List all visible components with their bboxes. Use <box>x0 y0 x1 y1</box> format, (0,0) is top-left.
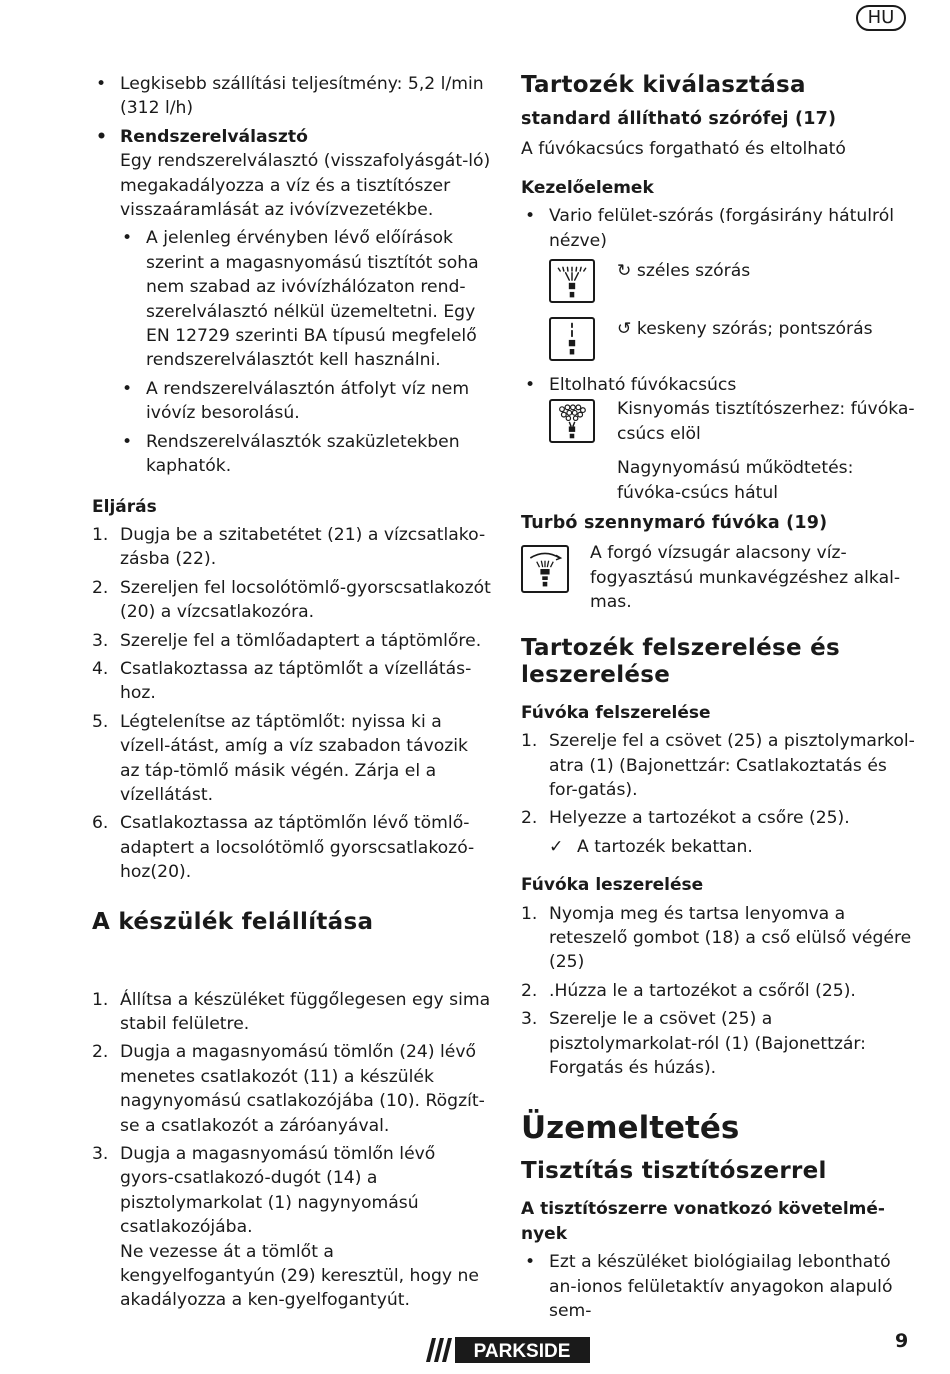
low-pressure-text: Kisnyomás tisztítószerhez: fúvóka-csúcs elöl <box>617 399 915 444</box>
remove-list <box>521 902 916 1081</box>
requirements-bullet: • Ezt a készüléket biológiailag lebontható an-ionos felületaktív anyagokon alapuló sem- <box>521 1250 916 1323</box>
eljaras-step: 3. Szerelje fel a tömlőadaptert a táptömlőre. <box>92 630 482 651</box>
eljaras-step: 1. Dugja be a szitabetétet (21) a vízcsatlako-zásba (22). <box>92 524 486 570</box>
narrow-spray-label: ↺ keskeny szórás; pontszórás <box>617 319 873 340</box>
eljaras-title: Eljárás <box>92 496 157 517</box>
left-column <box>92 72 492 1313</box>
check-icon: ✓ <box>549 836 564 857</box>
fit-title: Fúvóka felszerelése <box>521 702 711 723</box>
slide-tip-bullet: • Eltolható fúvókacsúcs <box>521 373 916 397</box>
language-badge: HU <box>856 5 906 31</box>
remove-title: Fúvóka leszerelése <box>521 875 704 896</box>
turbo-text: A forgó vízsugár alacsony víz-fogyasztású munkavégzéshez alkal-mas. <box>590 543 901 613</box>
rsv-sub-item: • A jelenleg érvényben lévő előírások szerint a magasnyomású tisztítót soha nem szabad az ivóvízhálózaton rend-szerelválasztó nélkül üzemeltetni. Egy EN 12729 szerinti BA típusú megfelelő rendszerelválasztót kell használni. <box>118 226 492 372</box>
intro-bullet: • Legkisebb szállítási teljesítmény: 5,2 l/min (312 l/h) <box>92 72 492 121</box>
eljaras-step: 5. Légtelenítse az táptömlőt: nyissa ki a vízell-átást, amíg a víz szabadon távozik az táp-tömlő másik végén. Zárja el a vízellátást. <box>92 711 469 805</box>
setup-step: 3. Dugja a magasnyomású tömlőn lévő gyors-csatlakozó-dugót (14) a pisztolymarkolat (1) nagynyomású csatlakozójába. <box>92 1144 436 1238</box>
cleaning-title: Tisztítás tisztítószerrel <box>521 1158 827 1185</box>
parkside-logo <box>424 1336 592 1364</box>
accessory-title: Tartozék kiválasztása <box>521 72 806 98</box>
low-pressure-icon <box>549 399 595 443</box>
wide-spray-row <box>521 257 916 309</box>
narrow-spray-icon <box>549 317 595 361</box>
requirements-title: A tisztítószerre vonatkozó követelmé-nyek <box>521 1199 885 1244</box>
setup-title: A készülék felállítása <box>92 908 374 935</box>
fit-list <box>521 729 916 859</box>
setup-step: 2. Dugja a magasnyomású tömlőn (24) lévő menetes csatlakozót (11) a készülék nagynyomású csatlakozójába (10). Rögzít-se a csatlakozót a záróanyával. <box>92 1042 485 1136</box>
setup-list <box>92 988 492 1313</box>
mount-title: Tartozék felszerelése és leszerelése <box>521 634 841 688</box>
eljaras-list <box>92 523 492 885</box>
fit-step: 2. Helyezze a tartozékot a csőre (25). <box>521 808 850 829</box>
fit-step: 1. Szerelje fel a csövet (25) a pisztolymarkol-atra (1) (Bajonettzár: Csatlakoztatás és for-gatás). <box>521 731 915 800</box>
setup-step: 1. Állítsa a készüléket függőlegesen egy sima stabil felületre. <box>92 989 491 1034</box>
wide-spray-label: ↻ széles szórás <box>617 261 751 282</box>
brand-text: PARKSIDE <box>473 1341 571 1362</box>
rsv-sublist <box>118 226 492 478</box>
standard-nozzle-title: standard állítható szórófej (17) <box>521 109 837 129</box>
operation-title: Üzemeltetés <box>521 1110 740 1147</box>
rsv-title: • Rendszerelválasztó <box>120 126 308 147</box>
narrow-spray-row <box>521 315 916 367</box>
turbo-row <box>521 541 916 614</box>
eljaras-step: 6. Csatlakoztassa az táptömlőn lévő tömlő-adaptert a locsolótömlő gyorscsatlakozó-hoz(20). <box>92 813 475 883</box>
rsv-block <box>92 125 492 223</box>
turbo-nozzle-icon <box>521 545 569 593</box>
rsv-sub-item: • A rendszerelválasztón átfolyt víz nem ivóvíz besorolású. <box>118 377 492 426</box>
remove-step: 3. Szerelje le a csövet (25) a pisztolymarkolat-ról (1) (Bajonettzár: Forgatás és húzás). <box>521 1009 866 1078</box>
rsv-text: Egy rendszerelválasztó (visszafolyásgát-ló) megakadályozza a víz és a tisztítószer visszaáramlását az ivóvízvezetékbe. <box>120 151 491 221</box>
wide-spray-icon <box>549 259 595 303</box>
controls-title: Kezelőelemek <box>521 177 654 198</box>
eljaras-step: 4. Csatlakoztassa az táptömlőt a vízellátás-hoz. <box>92 658 472 704</box>
rsv-sub-item: • Rendszerelválasztók szaküzletekben kaphatók. <box>118 430 492 479</box>
standard-nozzle-text: A fúvókacsúcs forgatható és eltolható <box>521 139 846 160</box>
remove-step: 2. .Húzza le a tartozékot a csőről (25). <box>521 980 856 1001</box>
high-pressure-text: Nagynyomású működtetés: fúvóka-csúcs hátul <box>617 458 854 503</box>
fit-check: ✓ A tartozék bekattan. <box>521 835 916 859</box>
right-column <box>521 72 916 1327</box>
setup-note: Ne vezesse át a tömlőt a kengyelfogantyún (29) keresztül, hogy ne akadályozza a ken-gyelfogantyút. <box>120 1241 479 1311</box>
pressure-row <box>521 397 916 505</box>
vario-bullet: • Vario felület-szórás (forgásirány hátulról nézve) <box>521 204 916 253</box>
page-number: 9 <box>895 1330 909 1352</box>
turbo-title: Turbó szennymaró fúvóka (19) <box>521 513 828 534</box>
remove-step: 1. Nyomja meg és tartsa lenyomva a reteszelő gombot (18) a cső elülső végére (25) <box>521 903 912 973</box>
eljaras-step: 2. Szereljen fel locsolótömlő-gyorscsatlakozót (20) a vízcsatlakozóra. <box>92 577 491 623</box>
